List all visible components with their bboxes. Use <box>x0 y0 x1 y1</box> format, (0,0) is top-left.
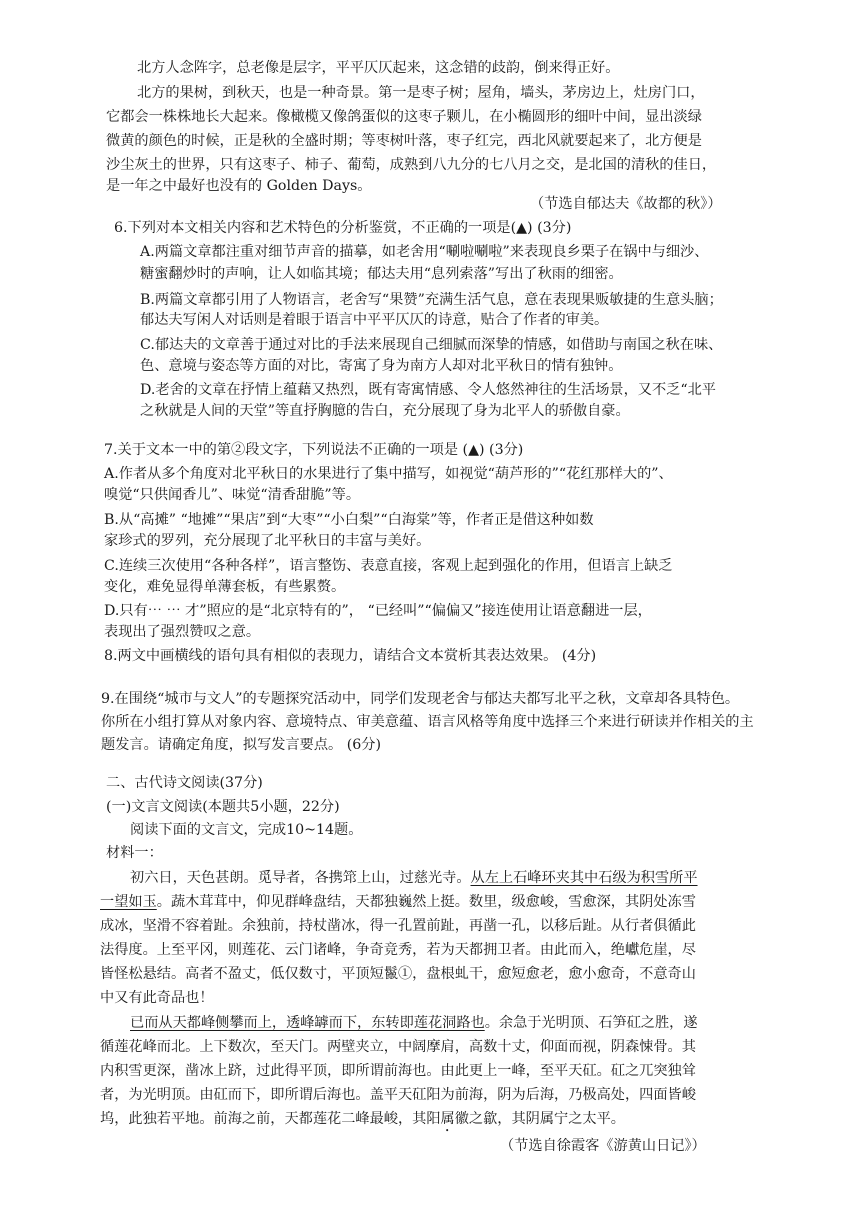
question-6-option-d: D.老舍的文章在抒情上蕴藉又热烈，既有寄寓情感、令人悠然神往的生活场景，又不乏“北平 <box>140 382 716 398</box>
question-7-option-b: B.从“高摊” “地摊”“果店”到“大枣”“小白梨”“白海棠”等，作者正是借这种如数 <box>104 512 594 528</box>
passage-source: （节选自郁达夫《故都的秋》） <box>530 196 722 212</box>
material-1-source: （节选自徐霞客《游黄山日记》） <box>500 1138 706 1154</box>
question-6-option-d-cont: 之秋就是人间的天堂”等直抒胸臆的告白，充分展现了身为北平人的骄傲自豪。 <box>140 403 630 419</box>
material-1-paragraph-2-line <box>130 1013 698 1033</box>
question-6-option-b: B.两篇文章都引用了人物语言，老舍写“果赞”充满生活气息，意在表现果贩敏捷的生意头脑； <box>140 292 723 308</box>
dotted-character: 属 <box>440 1111 455 1127</box>
section-2-title: 二、古代诗文阅读(37分) <box>106 775 263 791</box>
underlined-sentence: 一望如玉 <box>100 894 157 910</box>
plain-text: 坞，此独若平地。前海之前，天都莲花二峰最峻，其阳 <box>100 1111 441 1127</box>
question-6-option-b-cont: 郁达夫写闲人对话则是着眼于语言中平平仄仄的诗意，贴合了作者的审美。 <box>140 312 609 328</box>
question-7-option-c-cont: 变化，难免显得单薄套板，有些累赘。 <box>104 579 346 595</box>
material-1-paragraph-1-line <box>130 868 698 888</box>
question-7-option-d: D.只有⋯ ⋯ 才”照应的是“北京特有的”， “已经叫”“偏偏又”接连使用让语意翻进一层， <box>104 603 652 619</box>
plain-text: 。蔬木茸茸中，仰见群峰盘结，天都独巍然上挺。数里，级愈峻，雪愈深，其阴处冻雪 <box>156 894 696 910</box>
passage-paragraph-2-line: 北方的果树，到秋天，也是一种奇景。第一是枣子树；屋角，墙头，茅房边上，灶房门口， <box>137 85 705 101</box>
question-9-line: 你所在小组打算从对象内容、意境特点、审美意蕴、语言风格等角度中选择三个来进行研读并作相关的主 <box>101 714 754 730</box>
plain-text: 徽之歙，其阴属宁之太平。 <box>454 1111 625 1127</box>
material-1-label: 材料一： <box>106 845 163 861</box>
question-7-option-d-cont: 表现出了强烈赞叹之意。 <box>104 624 261 640</box>
passage-paragraph-2-line: 它都会一株株地长大起来。像橄榄又像鸽蛋似的这枣子颗儿，在小椭圆形的细叶中间，显出淡绿 <box>106 109 702 125</box>
question-6-option-a-cont: 糖蜜翻炒时的声响，让人如临其境；郁达夫用“息列索落”写出了秋雨的细密。 <box>140 266 623 282</box>
material-1-paragraph-2-line <box>100 1109 625 1135</box>
question-7-option-a-cont: 嗅觉“只供闻香儿”、味觉“清香甜脆”等。 <box>104 487 361 503</box>
section-2-subtitle: (一)文言文阅读(本题共5小题，22分) <box>106 799 340 815</box>
plain-text: 初六日，天色甚朗。觅导者，各携筇上山，过慈光寺。 <box>130 870 471 886</box>
question-7-stem: 7.关于文本一中的第②段文字，下列说法不正确的一项是 (▲) (3分) <box>104 442 524 458</box>
question-6-option-c-cont: 色、意境与姿态等方面的对比，寄寓了身为南方人却对北平秋日的情有独钟。 <box>140 358 623 374</box>
question-7-option-b-cont: 家珍式的罗列，充分展现了北平秋日的丰富与美好。 <box>104 533 431 549</box>
question-8-stem: 8.两文中画横线的语句具有相似的表现力，请结合文本赏析其表达效果。 (4分) <box>104 648 597 664</box>
question-9-line: 题发言。请确定角度，拟写发言要点。 (6分) <box>101 737 381 753</box>
passage-paragraph-2-line: 微黄的颜色的时候，正是秋的全盛时期；等枣树叶落，枣子红完，西北风就要起来了，北方便是 <box>106 133 702 149</box>
section-2-instruction: 阅读下面的文言文，完成10~14题。 <box>130 822 363 838</box>
material-1-paragraph-2-line: 者，为光明顶。由矼而下，即所谓后海也。盖平天矼阳为前海，阴为后海，乃极高处，四面皆峻 <box>100 1087 696 1103</box>
passage-paragraph-2-line: 沙尘灰土的世界，只有这枣子、柿子、葡萄，成熟到八九分的七八月之交，是北国的清秋的佳日， <box>106 157 717 173</box>
material-1-paragraph-1-line <box>100 892 696 912</box>
passage-paragraph-1: 北方人念阵字，总老像是层字，平平仄仄起来，这念错的歧韵，倒来得正好。 <box>137 60 620 76</box>
underlined-sentence: 从左上石峰环夹其中石级为积雪所平 <box>470 870 698 886</box>
underlined-sentence: 已而从天都峰侧攀而上，透峰罅而下，东转即莲花洞路也 <box>130 1015 485 1031</box>
material-1-paragraph-1-line: 成冰，坚滑不容着趾。余独前，持杖凿冰，得一孔置前趾，再凿一孔，以移后趾。从行者俱循此 <box>100 918 696 934</box>
question-9-line: 9.在围绕“城市与文人”的专题探究活动中，同学们发现老舍与郁达夫都写北平之秋，文章却各具特色。 <box>101 691 740 707</box>
question-7-option-a: A.作者从多个角度对北平秋日的水果进行了集中描写，如视觉“葫芦形的”“花红那样大的”、 <box>104 466 673 482</box>
plain-text: 。余急于光明顶、石笋矼之胜，遂 <box>484 1015 698 1031</box>
question-6-stem: 6.下列对本文相关内容和艺术特色的分析鉴赏，不正确的一项是(▲) (3分) <box>114 220 572 236</box>
material-1-paragraph-1-line: 皆怪松悬结。高者不盈丈，低仅数寸，平顶短鬣①，盘根虬干，愈短愈老，愈小愈奇，不意奇山 <box>100 966 696 982</box>
question-6-option-a: A.两篇文章都注重对细节声音的描摹，如老舍用“唰啦唰啦”来表现良乡栗子在锅中与细沙、 <box>140 244 709 260</box>
material-1-paragraph-2-line: 循莲花峰而北。上下数次，至天门。两壁夹立，中阔摩肩，高数十丈，仰面而视，阴森悚骨。其 <box>100 1039 696 1055</box>
question-6-option-c: C.郁达夫的文章善于通过对比的手法来展现自己细腻而深挚的情感，如借助与南国之秋在味、 <box>140 337 723 353</box>
material-1-paragraph-1-line: 法得度。上至平冈，则莲花、云门诸峰，争奇竞秀，若为天都拥卫者。由此而入，绝巘危崖，尽 <box>100 942 696 958</box>
material-1-paragraph-1-line: 中又有此奇品也！ <box>100 990 214 1006</box>
material-1-paragraph-2-line: 内积雪更深，凿冰上跻，过此得平顶，即所谓前海也。由此更上一峰，至平天矼。矼之兀突独耸 <box>100 1063 696 1079</box>
passage-paragraph-2-line: 是一年之中最好也没有的 Golden Days。 <box>106 178 372 194</box>
question-7-option-c: C.连续三次使用“各种各样”，语言整饬、表意直接，客观上起到强化的作用，但语言上缺乏 <box>104 558 673 574</box>
